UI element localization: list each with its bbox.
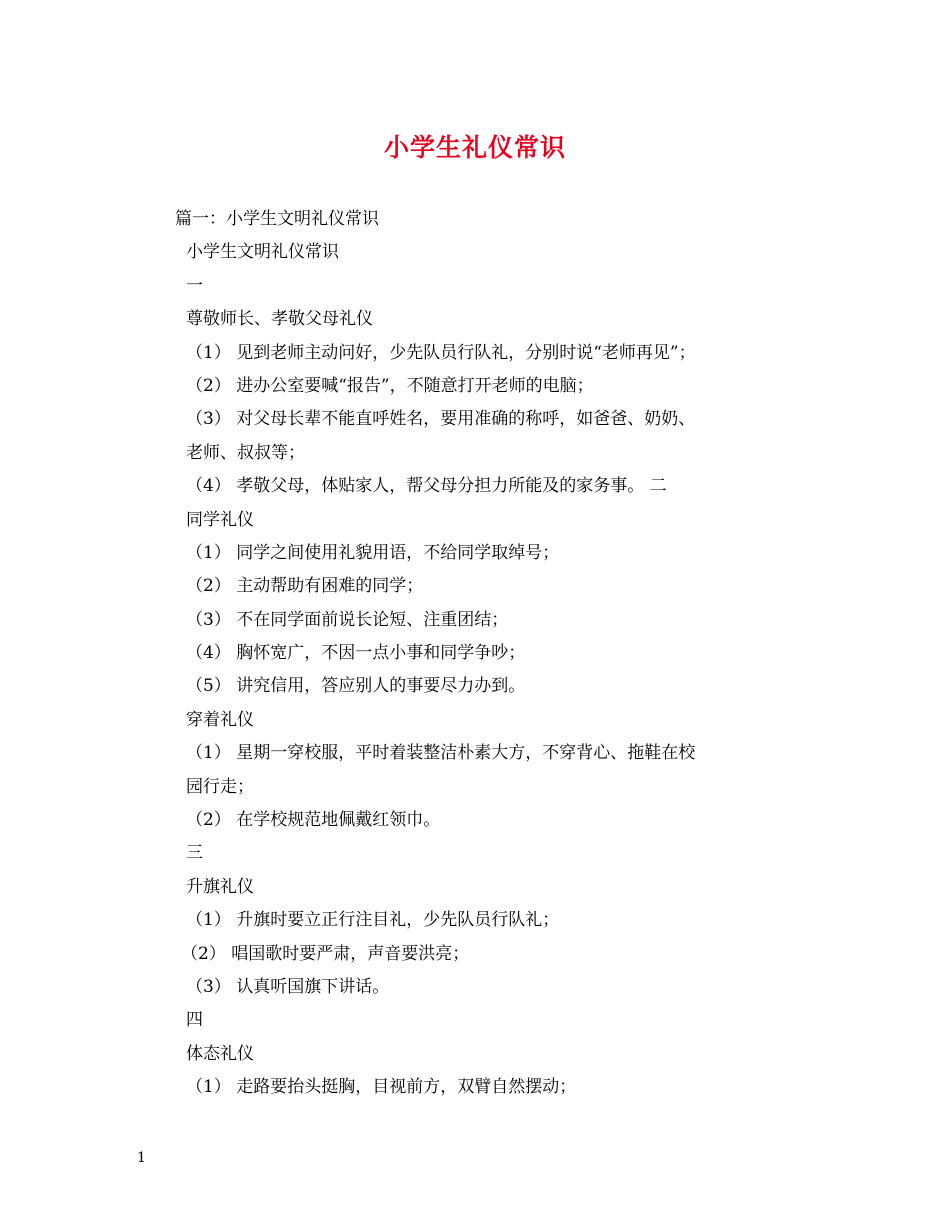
section-number: 一 [186, 275, 203, 296]
page-number: 1 [137, 1150, 146, 1166]
topic-heading: 升旗礼仪 [186, 876, 254, 897]
list-item: （2） 在学校规范地佩戴红领巾。 [186, 810, 441, 831]
subtitle-line: 小学生文明礼仪常识 [186, 242, 339, 263]
list-item: （1） 升旗时要立正行注目礼，少先队员行队礼； [186, 910, 560, 931]
list-item: （1） 走路要抬头挺胸，目视前方，双臂自然摆动； [186, 1077, 577, 1098]
list-item: （2） 主动帮助有困难的同学； [186, 576, 424, 597]
list-item: （1） 见到老师主动问好，少先队员行队礼，分别时说“老师再见”； [186, 342, 696, 363]
list-item: （3） 不在同学面前说长论短、注重团结； [186, 609, 509, 630]
list-item: （2） 唱国歌时要严肃，声音要洪亮； [181, 943, 470, 964]
list-item: （4） 胸怀宽广，不因一点小事和同学争吵； [186, 643, 526, 664]
list-item: （1） 星期一穿校服，平时着装整洁朴素大方，不穿背心、拖鞋在校 [186, 743, 696, 764]
page-title: 小学生礼仪常识 [383, 133, 566, 162]
list-item-continuation: 老师、叔叔等； [186, 442, 305, 463]
topic-heading: 尊敬师长、孝敬父母礼仪 [186, 309, 373, 330]
list-item: （1） 同学之间使用礼貌用语，不给同学取绰号； [186, 542, 560, 563]
topic-heading: 同学礼仪 [186, 509, 254, 530]
list-item: （5） 讲究信用，答应别人的事要尽力办到。 [186, 676, 526, 697]
list-item: （3） 认真听国旗下讲话。 [186, 976, 390, 997]
list-item: （2） 进办公室要喊“报告”，不随意打开老师的电脑； [186, 375, 594, 396]
list-item-continuation: 园行走； [186, 776, 254, 797]
section-heading: 篇一：小学生文明礼仪常识 [175, 209, 379, 229]
topic-heading: 体态礼仪 [186, 1043, 254, 1064]
section-number: 四 [186, 1010, 203, 1031]
section-number: 三 [186, 843, 203, 864]
list-item: （4） 孝敬父母，体贴家人，帮父母分担力所能及的家务事。 二 [186, 476, 667, 497]
document-body [0, 203, 950, 1105]
list-item: （3） 对父母长辈不能直呼姓名，要用准确的称呼，如爸爸、奶奶、 [186, 409, 696, 430]
topic-heading: 穿着礼仪 [186, 709, 254, 730]
